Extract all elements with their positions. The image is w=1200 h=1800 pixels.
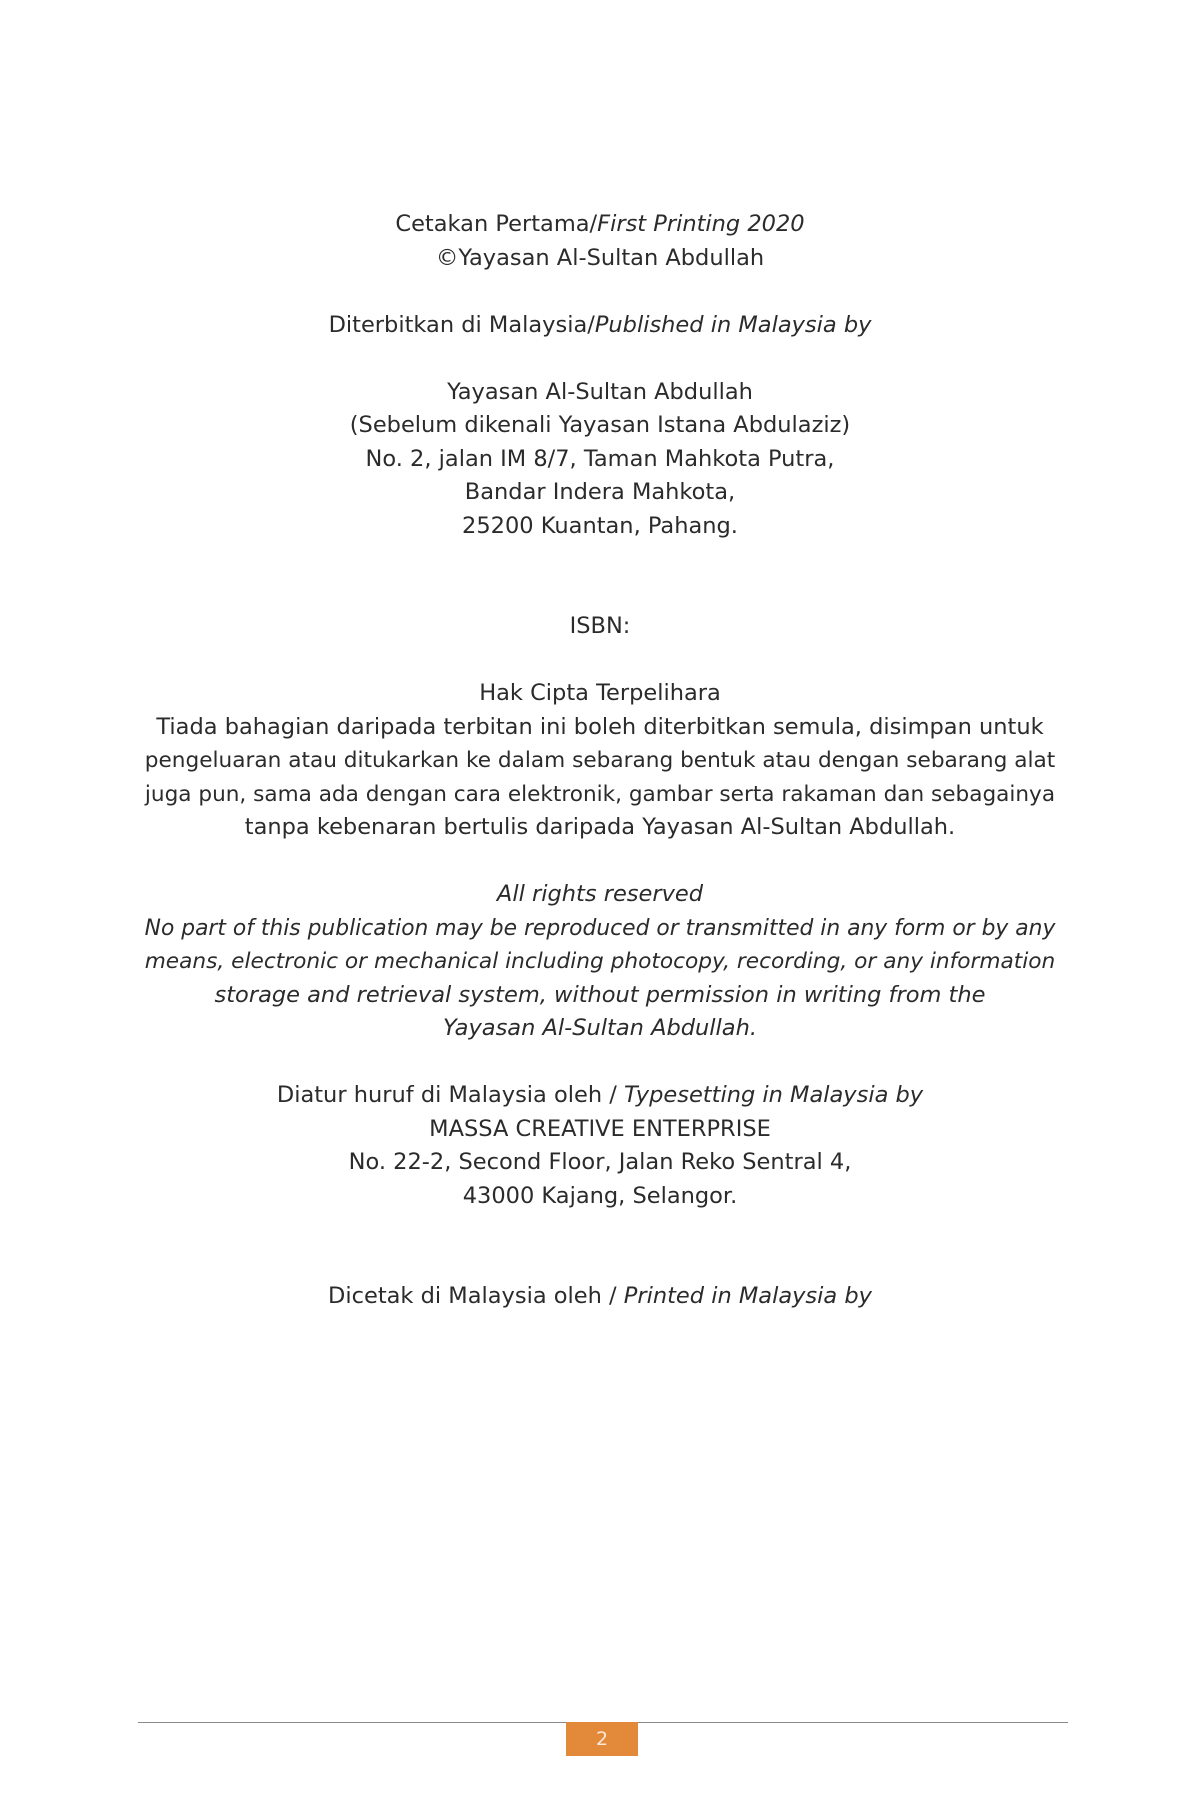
printing-ms: Cetakan Pertama/ (395, 211, 598, 237)
publisher-address-line-1: No. 2, jalan IM 8/7, Taman Mahkota Putra, (365, 445, 835, 472)
publisher-former-name: (Sebelum dikenali Yayasan Istana Abdulaziz) (349, 412, 851, 438)
rights-en-title: All rights reserved (496, 881, 704, 907)
typesetter-address-line-1: No. 22-2, Second Floor, Jalan Reko Sentral 4, (348, 1149, 852, 1175)
published-en: Published in Malaysia by (594, 311, 872, 338)
rights-en-line: storage and retrieval system, without permission in writing from the (214, 981, 986, 1008)
rights-en-line: No part of this publication may be reproduced or transmitted in any form or by any (144, 915, 1056, 941)
rights-en-line: Yayasan Al-Sultan Abdullah. (443, 1015, 757, 1041)
rights-ms-line: juga pun, sama ada dengan cara elektronik, gambar serta rakaman dan sebagainya (144, 781, 1056, 807)
typesetter-address-line-2: 43000 Kajang, Selangor. (462, 1182, 738, 1209)
rights-en-line: means, electronic or mechanical including photocopy, recording, or any information (144, 949, 1056, 974)
typeset-en: Typesetting in Malaysia by (624, 1082, 924, 1108)
printed-line (140, 1280, 1060, 1314)
isbn-label: ISBN: (569, 613, 631, 639)
typeset-ms: Diatur huruf di Malaysia oleh / (276, 1082, 624, 1108)
page-number: 2 (566, 1722, 638, 1756)
publisher-address-line-3: 25200 Kuantan, Pahang. (462, 512, 738, 539)
typeset-line (140, 1079, 1060, 1113)
rights-ms-line: pengeluaran atau ditukarkan ke dalam sebarang bentuk atau dengan sebarang alat (144, 748, 1056, 773)
published-ms: Diterbitkan di Malaysia/ (328, 311, 595, 338)
typesetter-name: MASSA CREATIVE ENTERPRISE (429, 1115, 771, 1142)
publisher-name: Yayasan Al-Sultan Abdullah (447, 378, 753, 405)
publisher-address-line-2: Bandar Indera Mahkota, (464, 479, 736, 505)
printing-en: First Printing 2020 (597, 211, 805, 237)
rights-ms-line: tanpa kebenaran bertulis daripada Yayasan Al-Sultan Abdullah. (244, 814, 956, 840)
published-line (140, 309, 1060, 343)
printed-ms: Dicetak di Malaysia oleh / (328, 1283, 624, 1309)
printing-line (140, 208, 1060, 242)
printed-en: Printed in Malaysia by (623, 1283, 872, 1309)
copyright-line: ©Yayasan Al-Sultan Abdullah (435, 244, 765, 271)
colophon (140, 208, 1060, 1314)
rights-ms-line: Tiada bahagian daripada terbitan ini boleh diterbitkan semula, disimpan untuk (156, 713, 1044, 740)
rights-ms-title: Hak Cipta Terpelihara (479, 680, 721, 706)
